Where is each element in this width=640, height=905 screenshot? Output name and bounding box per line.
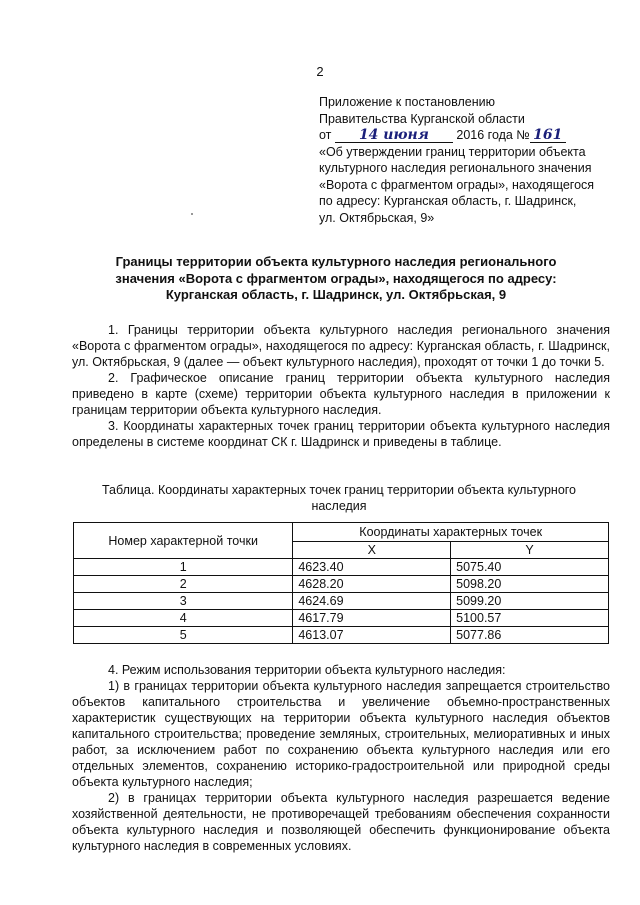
header-point-number: Номер характерной точки bbox=[74, 523, 293, 559]
appendix-date-line bbox=[319, 127, 609, 144]
paragraphs-top bbox=[72, 322, 610, 450]
caption-line-1: Таблица. Координаты характерных точек границ территории объекта культурного bbox=[101, 483, 577, 497]
cell-x: 4624.69 bbox=[293, 593, 451, 610]
cell-y: 5098.20 bbox=[451, 576, 609, 593]
heading-line: значения «Ворота с фрагментом ограды», находящегося по адресу: bbox=[115, 270, 557, 286]
header-x: X bbox=[293, 542, 451, 559]
appendix-subject-line: ул. Октябрьская, 9» bbox=[319, 210, 435, 225]
cell-y: 5077.86 bbox=[451, 627, 609, 644]
date-year: 2016 года № bbox=[456, 128, 530, 142]
table-row bbox=[74, 576, 609, 593]
header-coordinates: Координаты характерных точек bbox=[293, 523, 609, 542]
paragraph-4-2: 2) в границах территории объекта культурного наследия разрешается ведение хозяйственной деятельности, не противоречащей требованиям обеспечения сохранности объекта культурного наследия и позволяющей обеспечить функционирование объекта культурного наследия в современных условиях. bbox=[72, 791, 610, 853]
paragraph-4-1: 1) в границах территории объекта культурного наследия запрещается строительство объектов капитального строительства и увеличение объемно-пространственных характеристик существующих на территории объекта культурного наследия объектов капитального строительства; проведение земляных, строительных, мелиоративных и иных работ, за исключением работ по сохранению объекта культурного наследия или его отдельных элементов, сохранению историко-градостроительной или природной среды объекта культурного наследия; bbox=[72, 679, 610, 789]
page-number: 2 bbox=[316, 64, 324, 79]
appendix-line-2: Правительства Курганской области bbox=[319, 111, 525, 126]
cell-point: 4 bbox=[74, 610, 293, 627]
caption-line-2: наследия bbox=[311, 499, 367, 513]
cell-x: 4617.79 bbox=[293, 610, 451, 627]
header-y: Y bbox=[451, 542, 609, 559]
appendix-subject-line: по адресу: Курганская область, г. Шадринск, bbox=[319, 194, 577, 208]
cell-x: 4613.07 bbox=[293, 627, 451, 644]
handwritten-date: 14 июня bbox=[335, 128, 453, 143]
cell-x: 4623.40 bbox=[293, 559, 451, 576]
cell-y: 5099.20 bbox=[451, 593, 609, 610]
paragraph-2: 2. Графическое описание границ территории объекта культурного наследия приведено в карте (схеме) территории объекта культурного наследия в приложении к границам территории объекта культурного наследия. bbox=[72, 371, 610, 417]
appendix-subject-line: «Об утверждении границ территории объекта bbox=[319, 144, 586, 159]
cell-y: 5075.40 bbox=[451, 559, 609, 576]
table-row bbox=[74, 610, 609, 627]
handwritten-number: 161 bbox=[530, 128, 566, 143]
appendix-subject-line: «Ворота с фрагментом ограды», находящегося bbox=[319, 177, 595, 192]
cell-y: 5100.57 bbox=[451, 610, 609, 627]
scan-speck bbox=[191, 213, 193, 215]
paragraphs-bottom bbox=[72, 662, 610, 854]
table-row bbox=[74, 559, 609, 576]
paragraph-3: 3. Координаты характерных точек границ территории объекта культурного наследия определены в системе координат СК г. Шадринск и приведены в таблице. bbox=[72, 419, 610, 449]
paragraph-4: 4. Режим использования территории объекта культурного наследия: bbox=[108, 663, 506, 677]
heading-line: Границы территории объекта культурного наследия регионального bbox=[115, 254, 557, 269]
cell-point: 3 bbox=[74, 593, 293, 610]
table-caption bbox=[70, 482, 608, 514]
cell-point: 5 bbox=[74, 627, 293, 644]
table-row bbox=[74, 593, 609, 610]
paragraph-1: 1. Границы территории объекта культурного наследия регионального значения «Ворота с фрагментом ограды», находящегося по адресу: Курганская область, г. Шадринск, ул. Октябрьская, 9 (далее — объект культурного наследия), проходят от точки 1 до точки 5. bbox=[72, 323, 610, 369]
table-row bbox=[74, 627, 609, 644]
appendix-block bbox=[319, 94, 609, 226]
appendix-subject-line: культурного наследия регионального значения bbox=[319, 161, 592, 175]
heading-line: Курганская область, г. Шадринск, ул. Октябрьская, 9 bbox=[165, 287, 507, 302]
document-heading bbox=[70, 254, 602, 304]
cell-point: 2 bbox=[74, 576, 293, 593]
cell-point: 1 bbox=[74, 559, 293, 576]
appendix-line-1: Приложение к постановлению bbox=[319, 95, 495, 109]
coordinates-table bbox=[73, 522, 609, 644]
date-prefix: от bbox=[319, 128, 332, 142]
cell-x: 4628.20 bbox=[293, 576, 451, 593]
